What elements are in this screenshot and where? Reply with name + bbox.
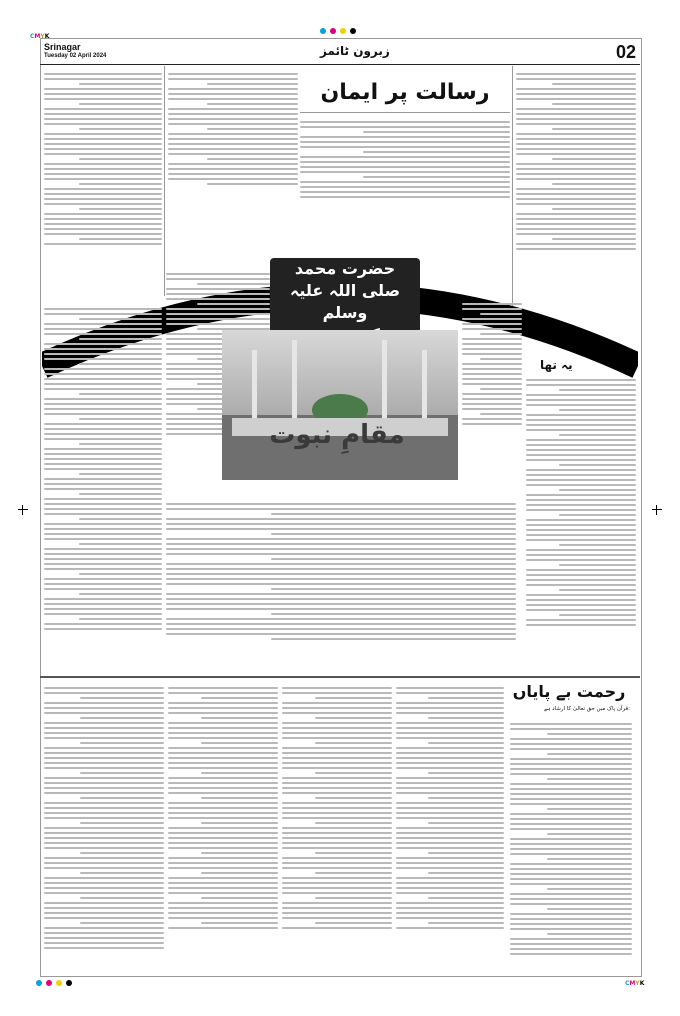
section-divider — [40, 676, 640, 678]
rahmat-intro: قرآن پاک میں حق تعالیٰ کا ارشاد ہے: — [543, 706, 630, 712]
article-column-3 — [300, 118, 510, 233]
crosshair-right — [652, 505, 662, 515]
article-column-13 — [396, 684, 504, 964]
cmyk-mark-top: CMYK — [30, 33, 50, 40]
calligraphy-title: مقامِ نبوت — [269, 420, 405, 450]
registration-dots-bottom — [36, 980, 72, 986]
registration-dots-top — [320, 28, 356, 34]
article-column-10 — [44, 684, 164, 964]
article-column-7 — [462, 300, 522, 500]
issue-date: Tuesday 02 April 2024 — [44, 53, 107, 59]
article-column-12 — [282, 684, 392, 964]
article-column-5 — [44, 305, 162, 675]
article-column-11 — [168, 684, 278, 964]
mosque-photo — [222, 330, 458, 480]
banner-line-1: حضرت محمد — [294, 259, 396, 278]
headline-underline — [300, 112, 510, 113]
article-column-14 — [510, 720, 632, 964]
banner-line-2: صلی اللہ علیہ وسلم — [289, 281, 401, 322]
crosshair-left — [18, 505, 28, 515]
page-header — [40, 42, 640, 65]
masthead: زبرون ٹائمز — [320, 44, 390, 58]
kicker-headline: یہ تھا — [540, 358, 573, 372]
cmyk-mark-bottom: CMYK — [625, 980, 645, 987]
rahmat-headline: رحمت بے پایاں — [512, 682, 626, 701]
article-column-8 — [526, 376, 636, 671]
page-number: 02 — [615, 42, 636, 62]
main-headline: رسالت پر ایمان — [320, 80, 490, 105]
city-name: Srinagar — [44, 42, 81, 52]
article-column-2 — [168, 70, 298, 230]
article-column-9 — [166, 500, 516, 670]
